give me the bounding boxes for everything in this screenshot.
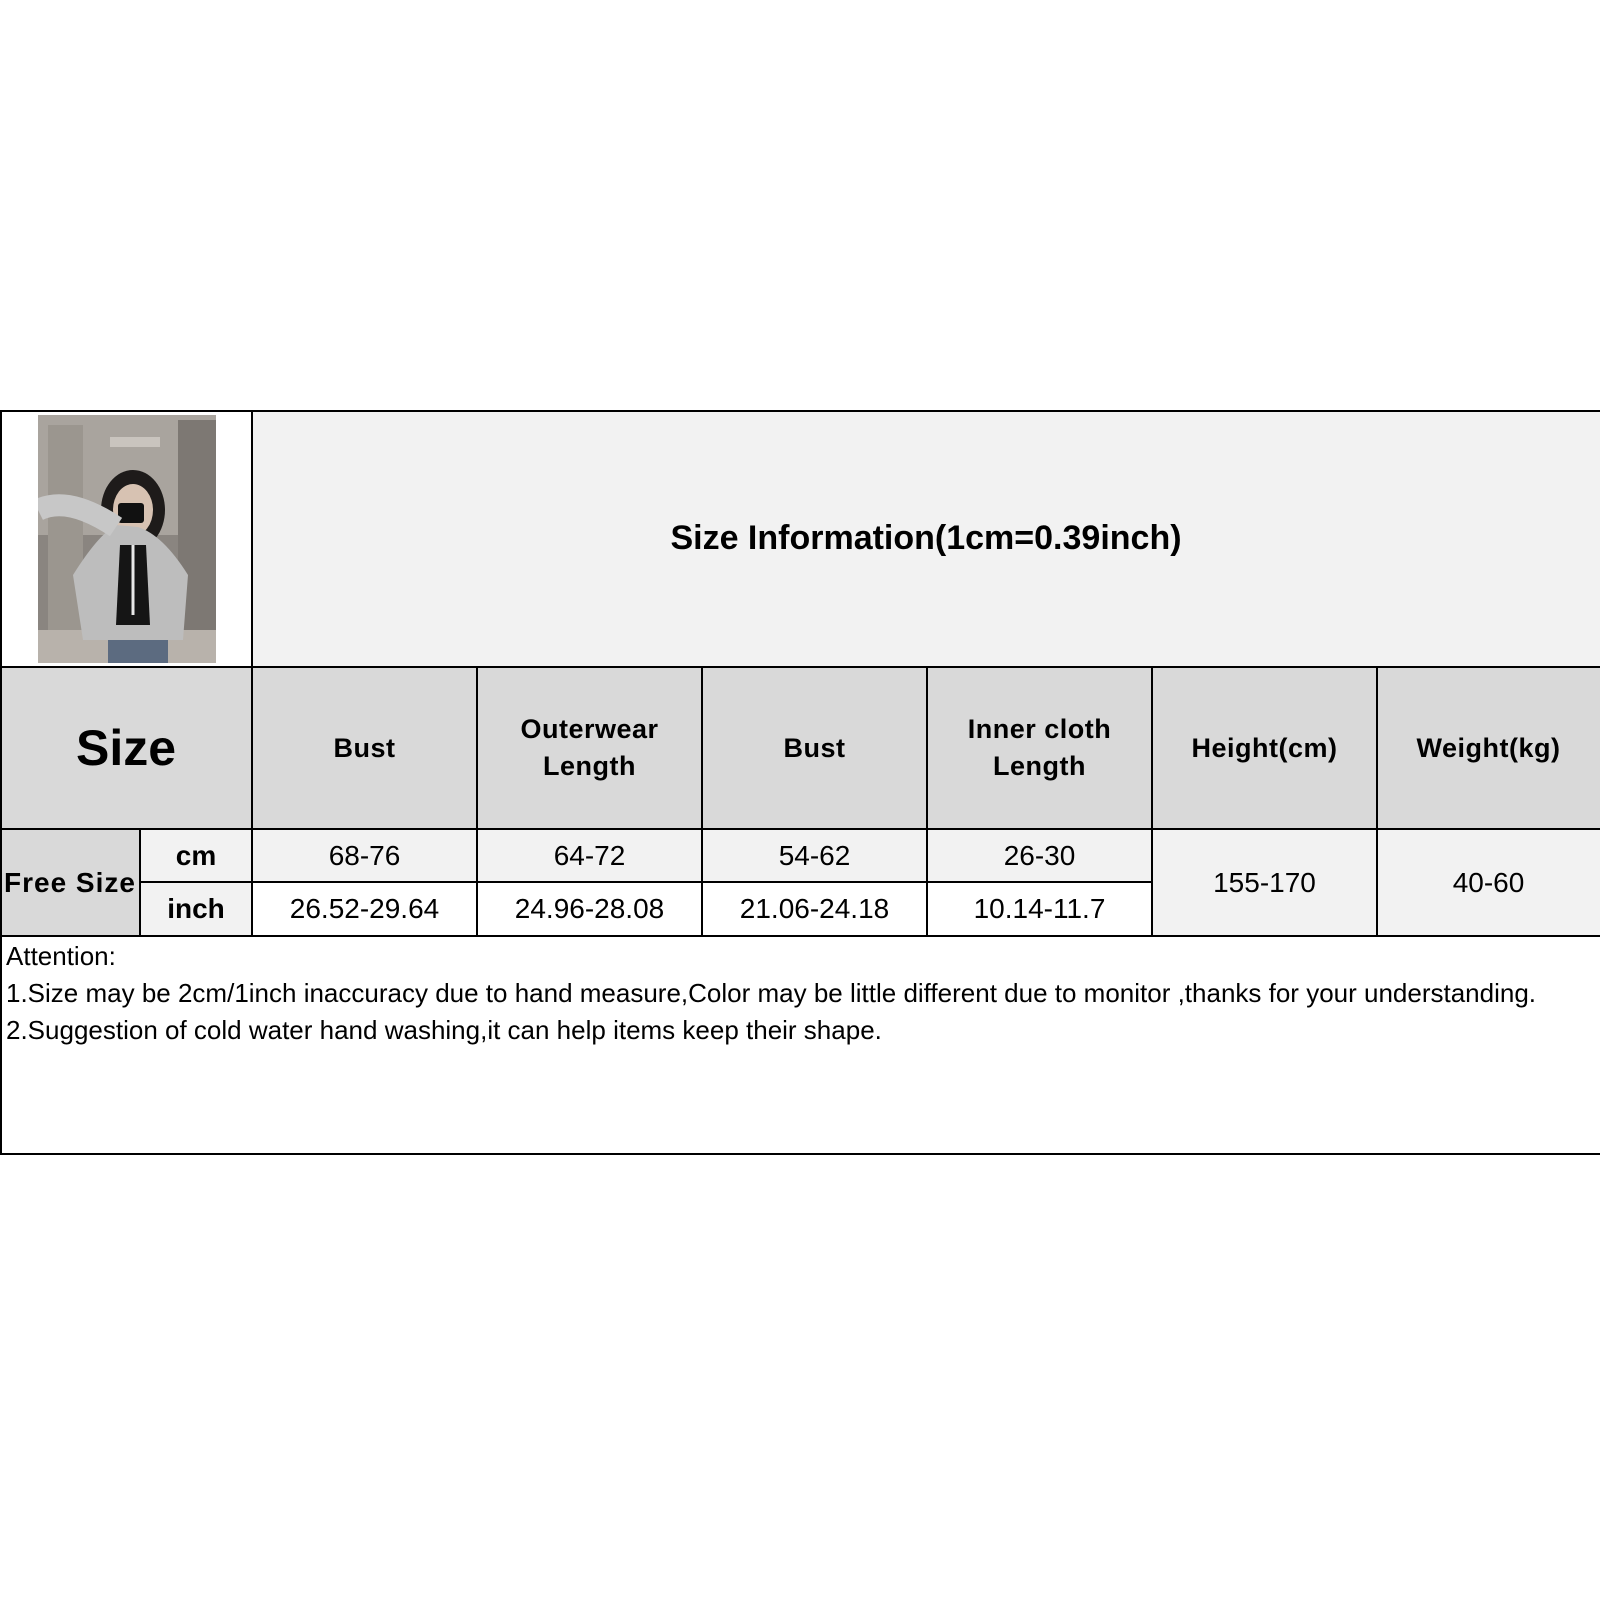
cm-bust-inner: 54-62 xyxy=(702,829,927,882)
cm-inner-cloth-length: 26-30 xyxy=(927,829,1152,882)
inch-inner-cloth-length: 10.14-11.7 xyxy=(927,882,1152,936)
grid-line xyxy=(0,828,1600,830)
product-photo xyxy=(38,415,216,663)
attention-line-2: 2.Suggestion of cold water hand washing,it can help items keep their shape. xyxy=(6,1015,882,1045)
grid-line xyxy=(476,667,478,936)
inner-cloth-length-header: Inner cloth Length xyxy=(927,667,1152,829)
attention-line-1: 1.Size may be 2cm/1inch inaccuracy due to hand measure,Color may be little different due to monitor ,thanks for your understanding. xyxy=(6,978,1537,1008)
height-header: Height(cm) xyxy=(1152,667,1377,829)
size-info-title: Size Information(1cm=0.39inch) xyxy=(252,410,1600,667)
bust-inner-header: Bust xyxy=(702,667,927,829)
inch-bust-outer: 26.52-29.64 xyxy=(252,882,477,936)
grid-line xyxy=(0,1153,1600,1155)
attention-heading: Attention: xyxy=(6,941,116,971)
weight-value: 40-60 xyxy=(1377,829,1600,936)
grid-line xyxy=(0,666,1600,668)
grid-line xyxy=(0,410,1600,412)
model-photo-image xyxy=(38,415,216,663)
size-header: Size xyxy=(0,667,252,829)
inch-outerwear-length: 24.96-28.08 xyxy=(477,882,702,936)
height-value: 155-170 xyxy=(1152,829,1377,936)
free-size-label: Free Size xyxy=(0,829,140,936)
bust-outer-header: Bust xyxy=(252,667,477,829)
cm-outerwear-length: 64-72 xyxy=(477,829,702,882)
grid-line xyxy=(139,828,141,936)
attention-notes xyxy=(6,938,1566,1049)
grid-line xyxy=(140,881,1152,883)
grid-line xyxy=(926,667,928,936)
grid-line xyxy=(701,667,703,936)
cm-bust-outer: 68-76 xyxy=(252,829,477,882)
unit-inch: inch xyxy=(140,882,252,936)
unit-cm: cm xyxy=(140,829,252,882)
grid-line xyxy=(0,410,2,1155)
inch-bust-inner: 21.06-24.18 xyxy=(702,882,927,936)
size-chart xyxy=(0,410,1600,1155)
grid-line xyxy=(1376,667,1378,936)
grid-line xyxy=(251,410,253,936)
grid-line xyxy=(0,935,1600,937)
outerwear-length-header: Outerwear Length xyxy=(477,667,702,829)
weight-header: Weight(kg) xyxy=(1377,667,1600,829)
grid-line xyxy=(1151,667,1153,936)
